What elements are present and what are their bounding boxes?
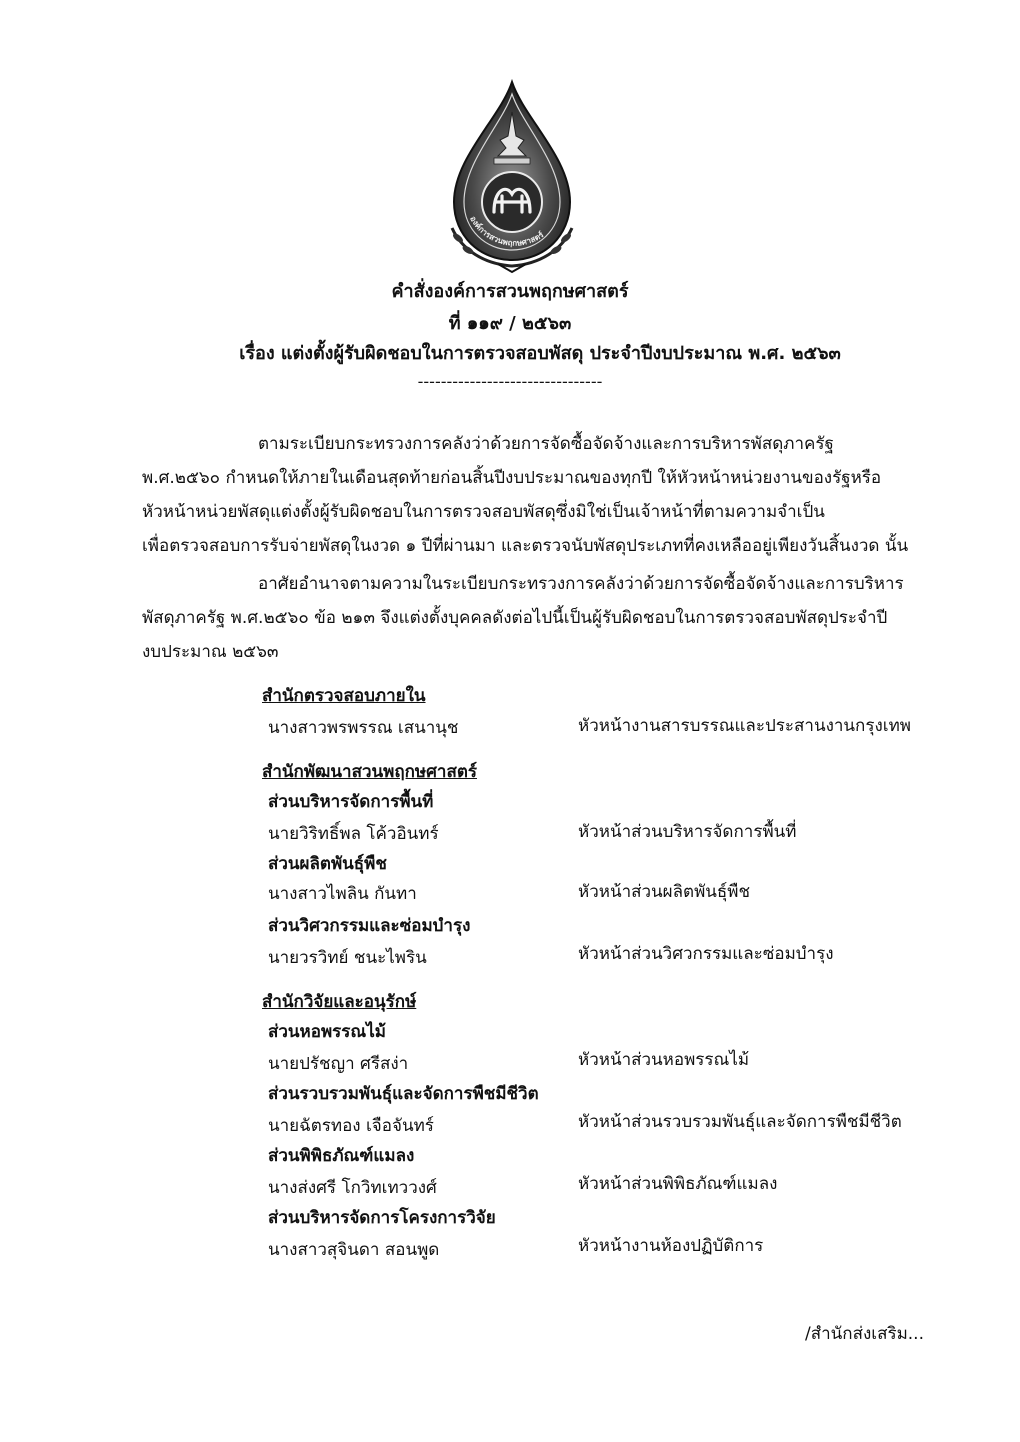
section-heading: ส่วนรวบรวมพันธุ์และจัดการพืชมีชีวิต — [268, 1084, 539, 1104]
appointee-name: นายวรวิทย์ ชนะไพริน — [268, 948, 427, 968]
header-divider: -------------------------------- — [417, 372, 603, 391]
section-heading: ส่วนบริหารจัดการพื้นที่ — [268, 792, 434, 812]
appointee-name: นางสาวพรพรรณ เสนานุช — [268, 718, 459, 738]
appointee-role: หัวหน้าส่วนบริหารจัดการพื้นที่ — [578, 822, 797, 842]
appointee-role: หัวหน้างานสารบรรณและประสานงานกรุงเทพ — [578, 716, 911, 736]
paragraph-line: พ.ศ.๒๕๖๐ กำหนดให้ภายในเดือนสุดท้ายก่อนสิ้นปีงบประมาณของทุกปี ให้หัวหน้าหน่วยงานของรัฐหรือ — [142, 468, 882, 488]
org-heading: สำนักพัฒนาสวนพฤกษศาสตร์ — [262, 762, 477, 782]
appointee-role: หัวหน้างานห้องปฏิบัติการ — [578, 1236, 764, 1256]
order-number: ที่ ๑๑๙ / ๒๕๖๓ — [448, 313, 572, 334]
appointee-role: หัวหน้าส่วนผลิตพันธุ์พืช — [578, 882, 751, 902]
paragraph-preamble — [142, 427, 922, 563]
appointee-name: นางสาวสุจินดา สอนพูด — [268, 1240, 440, 1260]
appointee-role: หัวหน้าส่วนหอพรรณไม้ — [578, 1050, 750, 1070]
appointee-name: นายฉัตรทอง เจือจันทร์ — [268, 1116, 434, 1136]
appointee-name: นายปรัชญา ศรีสง่า — [268, 1054, 409, 1074]
section-heading: ส่วนบริหารจัดการโครงการวิจัย — [268, 1208, 496, 1228]
paragraph-line: อาศัยอำนาจตามความในระเบียบกระทรวงการคลังว่าด้วยการจัดซื้อจัดจ้างและการบริหาร — [258, 574, 904, 594]
appointee-name: นางส่งศรี โกวิทเทววงศ์ — [268, 1178, 437, 1198]
appointee-name: นายวิริทธิ์พล โค้วอินทร์ — [268, 824, 439, 844]
order-subject: เรื่อง แต่งตั้งผู้รับผิดชอบในการตรวจสอบพัสดุ ประจำปีงบประมาณ พ.ศ. ๒๕๖๓ — [239, 343, 841, 364]
svg-text:องค์การสวนพฤกษศาสตร์: องค์การสวนพฤกษศาสตร์ — [468, 214, 546, 248]
org-heading: สำนักวิจัยและอนุรักษ์ — [262, 992, 417, 1012]
section-heading: ส่วนหอพรรณไม้ — [268, 1022, 386, 1042]
paragraph-line: พัสดุภาครัฐ พ.ศ.๒๕๖๐ ข้อ ๒๑๓ จึงแต่งตั้งบุคคลดังต่อไปนี้เป็นผู้รับผิดชอบในการตรวจสอบพัสดุประจำปี — [142, 608, 888, 628]
appointee-role: หัวหน้าส่วนพิพิธภัณฑ์แมลง — [578, 1174, 778, 1194]
appointee-role: หัวหน้าส่วนวิศวกรรมและซ่อมบำรุง — [578, 944, 834, 964]
appointee-name: นางสาวไพลิน กันทา — [268, 884, 417, 904]
paragraph-line: ตามระเบียบกระทรวงการคลังว่าด้วยการจัดซื้อจัดจ้างและการบริหารพัสดุภาครัฐ — [258, 434, 834, 454]
org-heading: สำนักตรวจสอบภายใน — [262, 686, 426, 706]
section-heading: ส่วนพิพิธภัณฑ์แมลง — [268, 1146, 415, 1166]
paragraph-line: งบประมาณ ๒๕๖๓ — [142, 642, 279, 662]
paragraph-line: เพื่อตรวจสอบการรับจ่ายพัสดุในงวด ๑ ปีที่ผ่านมา และตรวจนับพัสดุประเภทที่คงเหลืออยู่เพียงวันสิ้นงวด นั้น — [142, 536, 909, 556]
section-heading: ส่วนผลิตพันธุ์พืช — [268, 854, 387, 874]
paragraph-authority — [142, 567, 922, 669]
organization-logo — [432, 78, 592, 274]
section-heading: ส่วนวิศวกรรมและซ่อมบำรุง — [268, 916, 471, 936]
appointee-role: หัวหน้าส่วนรวบรวมพันธุ์และจัดการพืชมีชีวิต — [578, 1112, 902, 1132]
paragraph-line: หัวหน้าหน่วยพัสดุแต่งตั้งผู้รับผิดชอบในการตรวจสอบพัสดุซึ่งมิใช่เป็นเจ้าหน้าที่ตามความจำเป็น — [142, 502, 825, 522]
order-title: คำสั่งองค์การสวนพฤกษศาสตร์ — [391, 281, 629, 302]
continuation-marker: /สำนักส่งเสริม... — [805, 1324, 924, 1344]
